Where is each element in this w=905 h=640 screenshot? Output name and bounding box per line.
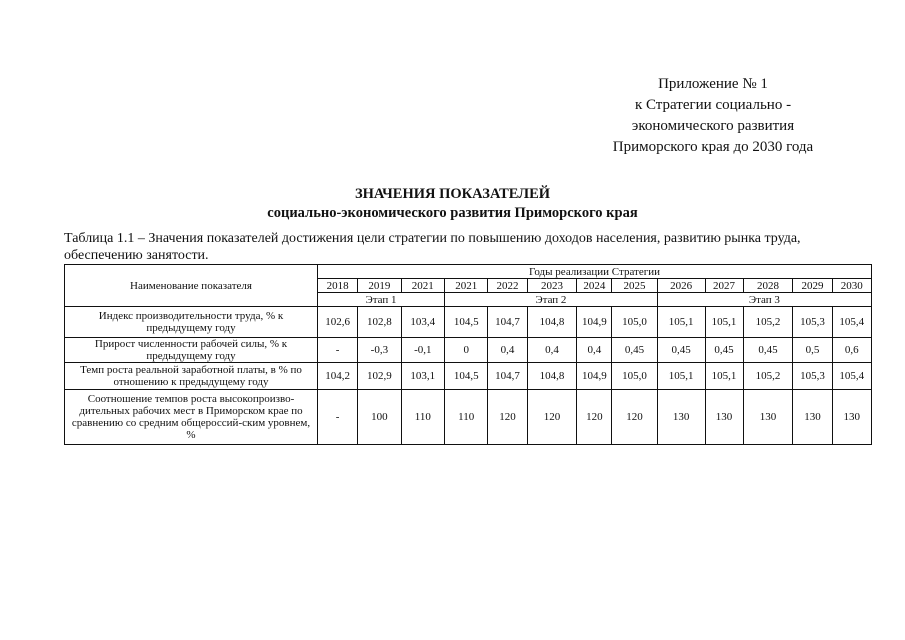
table-cell: 110 — [445, 390, 488, 445]
year-header: 2021 — [401, 279, 444, 293]
table-cell: 105,1 — [657, 363, 705, 390]
table-cell: 105,3 — [793, 307, 832, 338]
title-line-1: ЗНАЧЕНИЯ ПОКАЗАТЕЛЕЙ — [354, 186, 551, 202]
year-header: 2025 — [612, 279, 658, 293]
table-cell: 130 — [793, 390, 832, 445]
table-cell: 130 — [705, 390, 743, 445]
table-caption: Таблица 1.1 – Значения показателей достижения цели стратегии по повышению доходов населения, развитию рынка труда, обеспечению занятости. — [64, 231, 801, 263]
table-cell: 104,8 — [527, 363, 577, 390]
table-cell: 104,5 — [445, 307, 488, 338]
table-cell: 105,0 — [612, 363, 658, 390]
title-line-2: социально-экономического развития Приморского края — [267, 205, 638, 221]
table-cell: 105,4 — [832, 307, 871, 338]
year-header: 2026 — [657, 279, 705, 293]
table-cell: 105,1 — [657, 307, 705, 338]
table-cell: 0,45 — [612, 338, 658, 363]
table-cell: 130 — [657, 390, 705, 445]
indicator-name: Индекс производительности труда, % к предыдущему году — [65, 307, 318, 338]
table-cell: - — [318, 390, 358, 445]
table-cell: -0,3 — [358, 338, 401, 363]
table-cell: 105,0 — [612, 307, 658, 338]
year-header: 2028 — [743, 279, 793, 293]
indicators-table — [64, 264, 872, 445]
table-cell: 104,7 — [488, 363, 527, 390]
table-cell: 110 — [401, 390, 444, 445]
table-cell: 120 — [488, 390, 527, 445]
table-cell: 104,9 — [577, 363, 612, 390]
year-header: 2024 — [577, 279, 612, 293]
table-cell: 102,8 — [358, 307, 401, 338]
table-cell: 105,2 — [743, 307, 793, 338]
table-row — [65, 390, 872, 445]
table-cell: 105,1 — [705, 307, 743, 338]
table-cell: 102,6 — [318, 307, 358, 338]
table-cell: 105,1 — [705, 363, 743, 390]
table-cell: 0,4 — [527, 338, 577, 363]
table-cell: 0,4 — [488, 338, 527, 363]
year-header: 2027 — [705, 279, 743, 293]
table-cell: 104,2 — [318, 363, 358, 390]
indicator-name: Темп роста реальной заработной платы, в % по отношению к предыдущему году — [65, 363, 318, 390]
indicator-name: Прирост численности рабочей силы, % к предыдущему году — [65, 338, 318, 363]
stage-header: Этап 2 — [445, 293, 658, 307]
table-cell: 0,45 — [657, 338, 705, 363]
appendix-line: экономического развития — [631, 118, 795, 134]
year-header: 2019 — [358, 279, 401, 293]
appendix-line: к Стратегии социально - — [634, 97, 792, 113]
years-header: Годы реализации Стратегии — [318, 265, 872, 279]
year-header: 2029 — [793, 279, 832, 293]
table-cell: 0,4 — [577, 338, 612, 363]
table-cell: 104,9 — [577, 307, 612, 338]
year-header: 2023 — [527, 279, 577, 293]
table-cell: - — [318, 338, 358, 363]
table-row — [65, 307, 872, 338]
year-header: 2021 — [445, 279, 488, 293]
table-cell: 100 — [358, 390, 401, 445]
table-cell: 102,9 — [358, 363, 401, 390]
table-cell: 120 — [612, 390, 658, 445]
year-header: 2022 — [488, 279, 527, 293]
table-cell: 103,4 — [401, 307, 444, 338]
year-header: 2018 — [318, 279, 358, 293]
table-cell: -0,1 — [401, 338, 444, 363]
table-cell: 105,3 — [793, 363, 832, 390]
table-cell: 104,5 — [445, 363, 488, 390]
year-header: 2030 — [832, 279, 871, 293]
table-cell: 103,1 — [401, 363, 444, 390]
stage-header: Этап 3 — [657, 293, 871, 307]
table-cell: 0,45 — [743, 338, 793, 363]
indicator-name: Соотношение темпов роста высокопроизво-дительных рабочих мест в Приморском крае по сравнению со средним общероссий-ским уровнем, % — [65, 390, 318, 445]
table-cell: 0,5 — [793, 338, 832, 363]
table-cell: 0,6 — [832, 338, 871, 363]
table-cell: 130 — [743, 390, 793, 445]
table-cell: 0 — [445, 338, 488, 363]
appendix-line: Приморского края до 2030 года — [612, 139, 814, 155]
table-cell: 105,2 — [743, 363, 793, 390]
appendix-line: Приложение № 1 — [658, 76, 768, 92]
document-title — [0, 185, 905, 223]
name-column-header: Наименование показателя — [65, 265, 318, 307]
table-row — [65, 338, 872, 363]
table-row — [65, 363, 872, 390]
stage-header: Этап 1 — [318, 293, 445, 307]
table-cell: 105,4 — [832, 363, 871, 390]
table-cell: 130 — [832, 390, 871, 445]
table-cell: 120 — [577, 390, 612, 445]
table-cell: 120 — [527, 390, 577, 445]
table-cell: 104,8 — [527, 307, 577, 338]
table-cell: 104,7 — [488, 307, 527, 338]
appendix-note — [583, 74, 843, 158]
table-cell: 0,45 — [705, 338, 743, 363]
